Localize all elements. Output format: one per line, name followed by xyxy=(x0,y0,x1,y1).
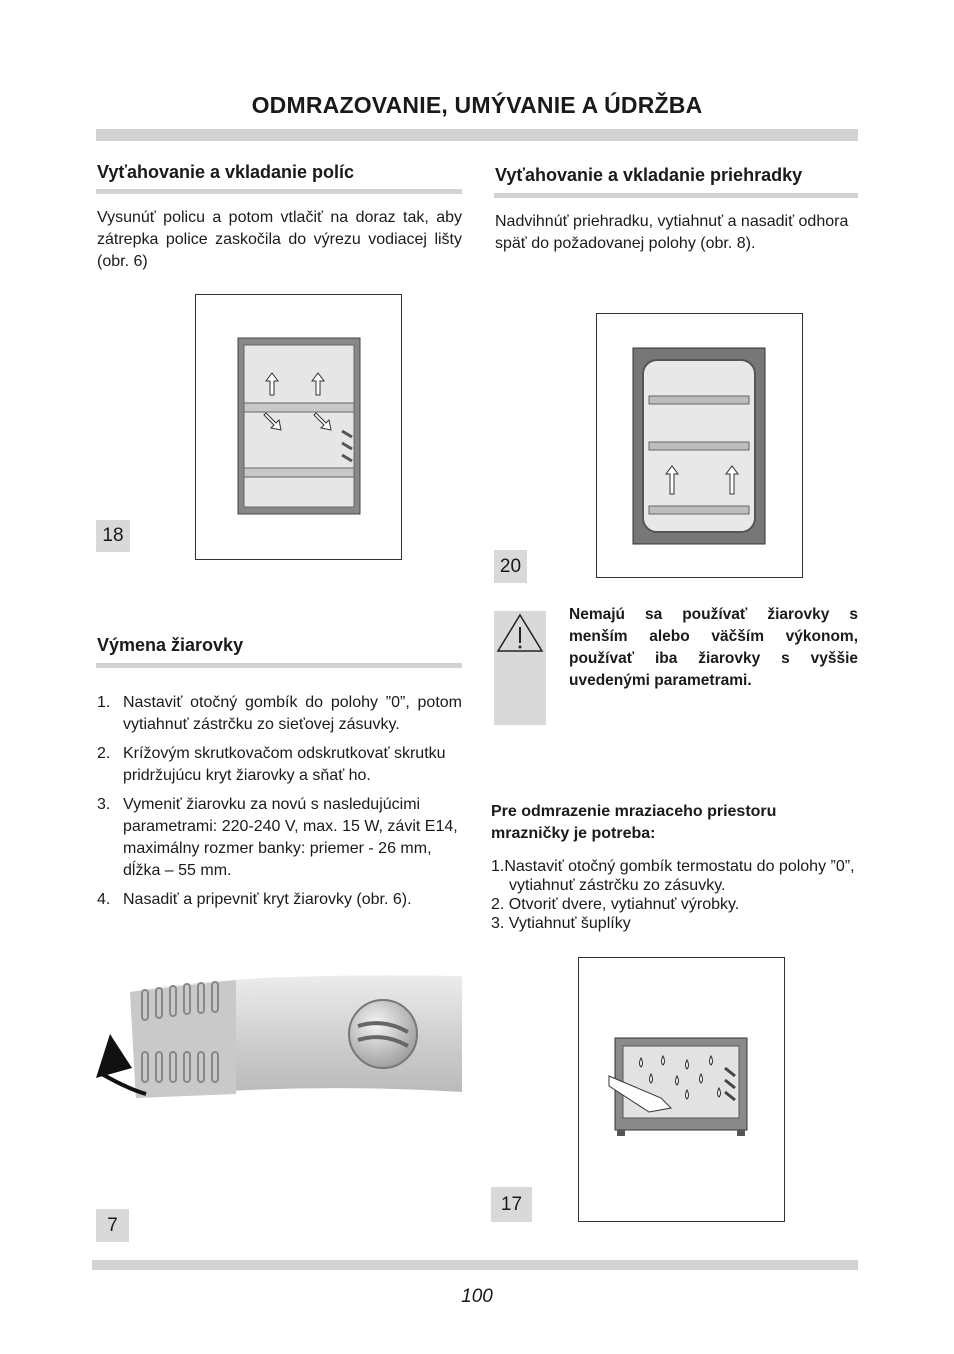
figure-17-defrost-illustration xyxy=(578,957,785,1222)
warning-text: Nemajú sa používať žiarovky s menším alebo väčším výkonom, používať iba žiarovky s vyššie uvedenými parametrami. xyxy=(569,606,858,689)
defrost-heading: Pre odmrazenie mraziaceho priestoru mrazničky je potreba: xyxy=(491,803,777,842)
figure-7-number: 7 xyxy=(96,1209,129,1242)
shelves-heading: Vyťahovanie a vkladanie políc xyxy=(97,162,355,182)
bulb-heading: Výmena žiarovky xyxy=(97,635,244,655)
drawer-rule xyxy=(494,193,858,198)
figure-20-number: 20 xyxy=(494,550,527,583)
drawer-text: Nadvihnúť priehradku, vytiahnuť a nasadiť odhora späť do požadovanej polohy (obr. 8). xyxy=(495,213,849,252)
defrost-step-3: 3. Vytiahnuť šuplíky xyxy=(491,915,631,932)
figure-18-number: 18 xyxy=(96,520,130,552)
figure-18-shelves-illustration xyxy=(195,294,402,560)
drawer-heading: Vyťahovanie a vkladanie priehradky xyxy=(495,165,803,185)
warning-box xyxy=(494,611,546,725)
defrost-step-2: 2. Otvoriť dvere, vytiahnuť výrobky. xyxy=(491,896,740,913)
bulb-step-1: 1. Nastaviť otočný gombík do polohy ”0”, potom vytiahnuť zástrčku zo sieťovej zásuvky. xyxy=(97,694,462,733)
bulb-step-4: 4. Nasadiť a pripevniť kryt žiarovky (obr. 6). xyxy=(97,891,412,908)
figure-20-drawer-illustration xyxy=(596,313,803,578)
defrost-steps xyxy=(491,857,858,933)
figure-7-lamp-cover-illustration xyxy=(96,970,464,1130)
page-title: ODMRAZOVANIE, UMÝVANIE A ÚDRŽBA xyxy=(251,92,703,118)
shelves-rule xyxy=(96,189,462,194)
bulb-steps-list xyxy=(97,692,462,918)
defrost-step-1: 1.Nastaviť otočný gombík termostatu do polohy ”0”, vytiahnuť zástrčku zo zásuvky. xyxy=(491,858,855,894)
figure-17-number: 17 xyxy=(491,1187,532,1222)
shelves-text: Vysunúť policu a potom vtlačiť na doraz tak, aby zátrepka police zaskočila do výrezu vodiacej lišty (obr. 6) xyxy=(97,209,462,270)
page-number: 100 xyxy=(461,1286,493,1307)
title-rule xyxy=(96,129,858,141)
bulb-step-2: 2. Krížovým skrutkovačom odskrutkovať skrutku pridržujúcu kryt žiarovky a sňať ho. xyxy=(97,745,446,784)
bulb-rule xyxy=(96,663,462,668)
bulb-step-3: 3. Vymeniť žiarovku za novú s nasledujúcimi parametrami: 220-240 V, max. 15 W, závit E14, maximálny rozmer banky: priemer - 26 mm, dĺžka – 55 mm. xyxy=(97,796,458,879)
footer-rule xyxy=(92,1260,858,1270)
warning-triangle-icon xyxy=(494,611,546,655)
